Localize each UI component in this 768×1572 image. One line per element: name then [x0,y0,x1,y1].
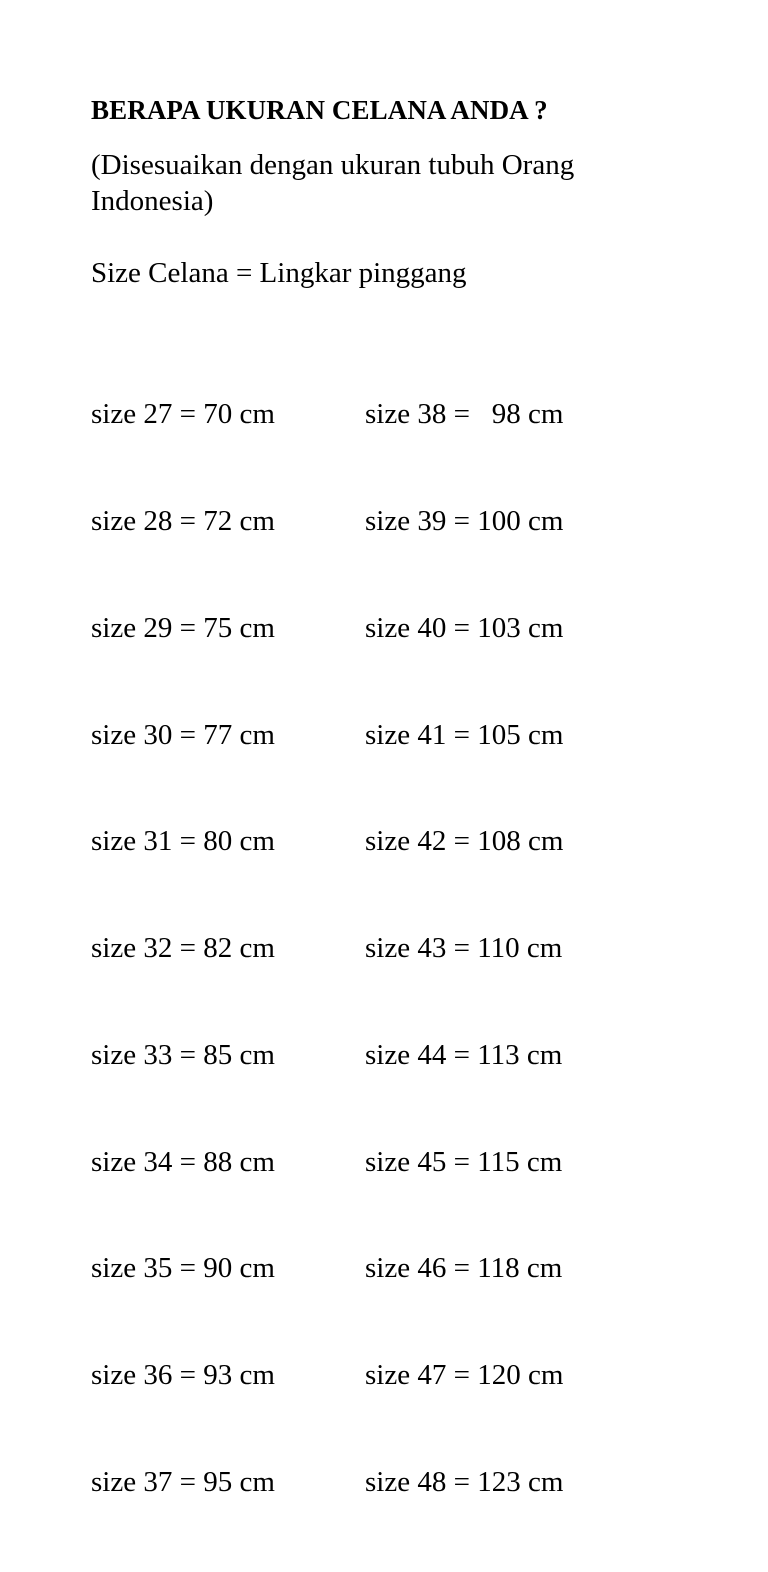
size-row: size 30 = 77 cm [91,718,275,751]
size-list-left [91,326,275,1572]
size-row: size 48 = 123 cm [365,1466,564,1498]
size-row: size 46 = 118 cm [365,1252,563,1285]
size-formula: Size Celana = Lingkar pinggang [91,257,467,289]
size-row: size 33 = 85 cm [91,1038,275,1071]
size-row: size 32 = 82 cm [91,932,275,965]
size-row: size 45 = 115 cm [365,1145,563,1178]
size-row: size 44 = 113 cm [365,1038,563,1071]
size-row: size 35 = 90 cm [91,1252,275,1285]
size-row: size 28 = 72 cm [91,504,275,537]
size-row: size 31 = 80 cm [91,825,275,858]
size-row: size 29 = 75 cm [91,611,275,644]
size-row: size 37 = 95 cm [91,1466,275,1498]
size-row: size 38 = 98 cm [365,398,564,431]
size-row: size 43 = 110 cm [365,932,563,965]
page-title: BERAPA UKURAN CELANA ANDA ? [91,95,548,125]
size-row: size 36 = 93 cm [91,1359,275,1392]
size-row: size 41 = 105 cm [365,718,564,751]
size-row: size 40 = 103 cm [365,611,564,644]
subtitle: (Disesuaikan dengan ukuran tubuh Orang Indonesia) [91,149,575,217]
size-row: size 27 = 70 cm [91,398,275,431]
size-row: size 39 = 100 cm [365,504,564,537]
size-list-right [365,326,563,1572]
size-row: size 34 = 88 cm [91,1145,275,1178]
size-row: size 42 = 108 cm [365,825,564,858]
size-row: size 47 = 120 cm [365,1359,564,1392]
